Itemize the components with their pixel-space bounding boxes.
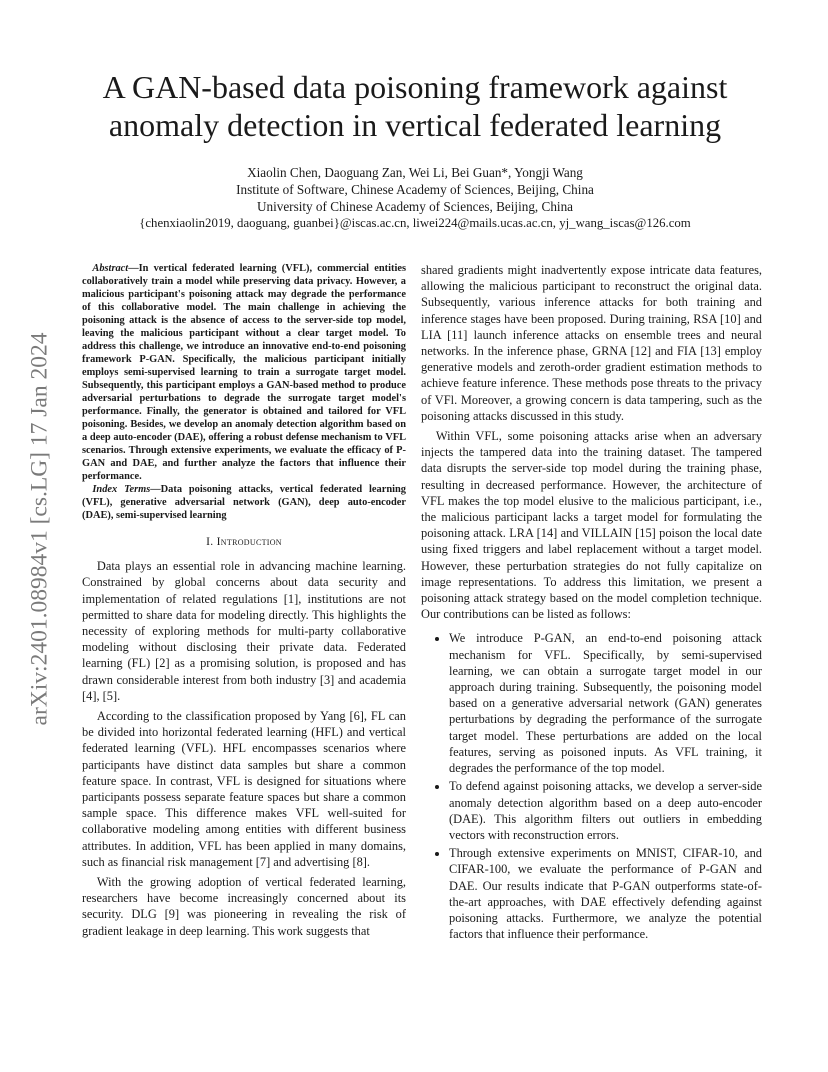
- body-paragraph: Within VFL, some poisoning attacks arise when an adversary injects the tampered data into the training dataset. The tampered data disrupts the server-side top model during the training phase, resulting in decreased performance. However, the architecture of VFL makes the top model elusive to the malicious participant, i.e., the malicious participant lacks a target model for formulating the poisoning attack. LRA [14] and VILLAIN [15] poison the local date using fixed triggers and label replacement without a target model. However, these perturbation strategies do not fully capitalize on image representations. To address this limitation, we present a poisoning attack strategy based on the model completion technique. Our contributions can be listed as follows:: [421, 429, 762, 622]
- index-terms-text: —Data poisoning attacks, vertical federated learning (VFL), generative adversarial network (GAN), deep auto-encoder (DAE), semi-supervised learning: [82, 484, 406, 521]
- abstract-lead: Abstract: [92, 263, 129, 274]
- author-emails: {chenxiaolin2019, daoguang, guanbei}@iscas.ac.cn, liwei224@mails.ucas.ac.cn, yj_wang_iscas@126.com: [139, 216, 691, 230]
- arxiv-identifier: arXiv:2401.08984v1 [cs.LG] 17 Jan 2024: [26, 332, 53, 726]
- section-heading: I. Introduction: [206, 535, 282, 548]
- paper-title: A GAN-based data poisoning framework against anomaly detection in vertical federated learning: [102, 69, 728, 143]
- contribution-item: • To defend against poisoning attacks, we develop a server-side anomaly detection algorithm based on a deep auto-encoder (DAE). This algorithm filters out outliers in embedding vectors with reconstruction errors.: [449, 778, 762, 843]
- author-list: Xiaolin Chen, Daoguang Zan, Wei Li, Bei Guan*, Yongji Wang: [247, 165, 583, 180]
- affiliation-1: Institute of Software, Chinese Academy of Sciences, Beijing, China: [236, 182, 594, 197]
- index-terms: [82, 483, 406, 522]
- right-column: [421, 262, 762, 944]
- abstract: [82, 262, 406, 483]
- contribution-item: • We introduce P-GAN, an end-to-end poisoning attack mechanism for VFL. Specifically, by semi-supervised learning, we can obtain a surrogate target model in our approach during training. Subsequently, the poisoning model based on a generative adversarial network (GAN) generates perturbations by degrading the performance of the surrogate target model. These perturbations are added on the local features, serving as poisoned inputs. As VFL training, it degrades the performance of the top model.: [449, 630, 762, 776]
- contribution-item: • Through extensive experiments on MNIST, CIFAR-10, and CIFAR-100, we evaluate the performance of P-GAN and DAE. Our results indicate that P-GAN outperforms state-of-the-art approaches, with DAE effectively defending against poisoning attacks. Furthermore, we analyze the potential factors that influence their performance.: [449, 845, 762, 942]
- abstract-text: —In vertical federated learning (VFL), commercial entities collaboratively train a model while preserving data privacy. However, a malicious participant's poisoning attack may degrade the performance of this collaborative model. The main challenge in achieving the poisoning attack is the absence of access to the server-side top model, leaving the malicious participant without a clear target model. To address this challenge, we introduce an innovative end-to-end poisoning framework P-GAN. Specifically, the malicious participant initially employs semi-supervised learning to train a surrogate target model. Subsequently, this participant employs a GAN-based method to produce adversarial perturbations to degrade the surrogate target model's performance. Finally, the generator is obtained and tailored for VFL poisoning. Besides, we develop an anomaly detection algorithm based on a deep auto-encoder (DAE), offering a robust defense mechanism to VFL scenarios. Through extensive experiments, we evaluate the efficacy of P-GAN and DAE, and further analyze the factors that influence their performance.: [82, 263, 406, 482]
- intro-paragraph: According to the classification proposed by Yang [6], FL can be divided into horizontal federated learning (HFL) and vertical federated learning (VFL). HFL encompasses scenarios where participants have distinct data samples but share a common feature space. In contrast, VFL is designed for situations where participants possess separate feature spaces but share a common sample space. This difference makes VFL well-suited for collaborative modeling among entities with different business attributes. In addition, VFL has been applied in many domains, such as financial risk management [7] and advertising [8].: [82, 709, 406, 869]
- affiliation-2: University of Chinese Academy of Sciences, Beijing, China: [256, 199, 574, 214]
- body-paragraph: shared gradients might inadvertently expose intricate data features, allowing the malicious participant to reconstruct the original data. Subsequently, various inference attacks for both training and inference stages have been proposed. During training, RSA [10] and LIA [11] launch inference attacks on ensemble trees and neural networks. In the inference phase, GRNA [12] and FIA [13] employ generative models and zeroth-order gradient estimation methods to achieve feature inference. These methods pose threats to the privacy of VFl. Moreover, a growing concern is data tampering, such as the poisoning attacks discussed in this study.: [421, 263, 762, 423]
- index-terms-lead: Index Terms: [92, 484, 151, 495]
- left-column: [82, 262, 406, 939]
- intro-paragraph: Data plays an essential role in advancing machine learning. Constrained by global concerns about data security and implementation of related regulations [1], institutions are not permitted to share data for modeling directly. This highlights the necessity of exploring methods for multi-party collaborative modeling without disclosing their private data. Federated learning (FL) [2] as a promising solution, is proposed and has drawn considerable interest from both industry [3] and academia [4], [5].: [82, 559, 406, 703]
- contribution-list: [421, 630, 762, 942]
- intro-paragraph: With the growing adoption of vertical federated learning, researchers have become increasingly concerned about its security. DLG [9] was pioneering in revealing the risk of gradient leakage in deep learning. This work suggests that: [82, 875, 406, 938]
